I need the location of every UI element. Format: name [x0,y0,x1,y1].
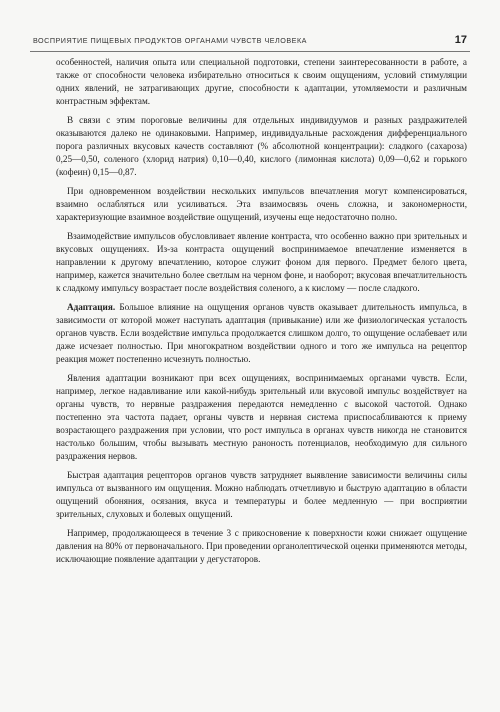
page-number: 17 [454,34,467,46]
running-head: ВОСПРИЯТИЕ ПИЩЕВЫХ ПРОДУКТОВ ОРГАНАМИ ЧУВСТВ ЧЕЛОВЕКА [33,36,307,45]
paragraph: Например, продолжающееся в течение 3 с прикосновение к поверхности кожи снижает ощущение давления на 80% от первоначального. При проведении органолептической оценки применяются методы, исключающие появление адаптации у дегустаторов. [56,528,467,564]
adaptation-paragraph [56,301,467,366]
paragraph: При одновременном воздействии нескольких импульсов впечатления могут компенсироваться, взаимно ослабляться или усиливаться. Эта взаимосвязь очень сложна, и закономерности, характеризующие взаимное воздействие ощущений, изучены еще недостаточно полно. [56,186,467,222]
paragraph: особенностей, наличия опыта или специальной подготовки, степени заинтересованности в работе, а также от способности человека избирательно относиться к своим ощущениям, условий стимуляции одних явлений, не затрагивающих другие, способности к адаптации, утомляемости и различным контрастным эффектам. [56,57,467,106]
page-header [33,34,467,50]
paragraph: В связи с этим пороговые величины для отдельных индивидуумов и разных раздражителей оказываются далеко не одинаковыми. Например, индивидуальные расхождения дифференциального порога различных вкусовых качеств составляют (% абсолютной концентрации): сладкого (сахароза) 0,25—0,50, соленого (хлорид натрия) 0,10—0,40, кислого (лимонная кислота) 0,09—0,62 и горького (кофеин) 0,15—0,87. [56,115,467,177]
paragraph: Быстрая адаптация рецепторов органов чувств затрудняет выявление зависимости величины силы импульса от вызванного им ощущения. Можно наблюдать отчетливую и быструю адаптацию в области ощущений обоняния, осязания, вкуса и температуры и более медленную — при восприятии зрительных, слуховых и болевых ощущений. [56,470,467,519]
body-text [56,56,467,572]
paragraph: Взаимодействие импульсов обусловливает явление контраста, что особенно важно при зрительных и вкусовых ощущениях. Из-за контраста ощущений воспринимаемое впечатление изменяется в направлении к другому впечатлению, которое служит фоном для первого. Предмет белого цвета, например, кажется значительно более светлым на черном фоне, и наоборот; вкусовая впечатлительность к сладкому импульсу возрастает после воздействия соленого, а к кислому — после сладкого. [56,231,467,293]
adaptation-term: Адаптация. [67,302,116,312]
adaptation-text: Большое влияние на ощущения органов чувств оказывает длительность импульса, в зависимости от которой может наступать адаптация (привыкание) или же физиологическая усталость органов чувств. Если воздействие импульса продолжается слишком долго, то ощущение ослабевает или даже исчезает полностью. При многократном воздействии одного и того же импульса на рецептор реакция может постепенно исчезнуть полностью. [56,302,467,364]
paragraph: Явления адаптации возникают при всех ощущениях, воспринимаемых органами чувств. Если, например, легкое надавливание или какой-нибудь зрительный или вкусовой импульс воздействует на органы чувств, то нервные раздражения передаются немедленно с высокой частотой. Однако постепенно эта частота падает, органы чувств и нервная система приспосабливаются к приему возрастающего раздражения при условии, что рост импульса в органах чувств никогда не становится настолько большим, чтобы вызывать местную раноность потенциалов, необходимую для сильного раздражения нервов. [56,373,467,461]
header-rule [30,51,470,52]
